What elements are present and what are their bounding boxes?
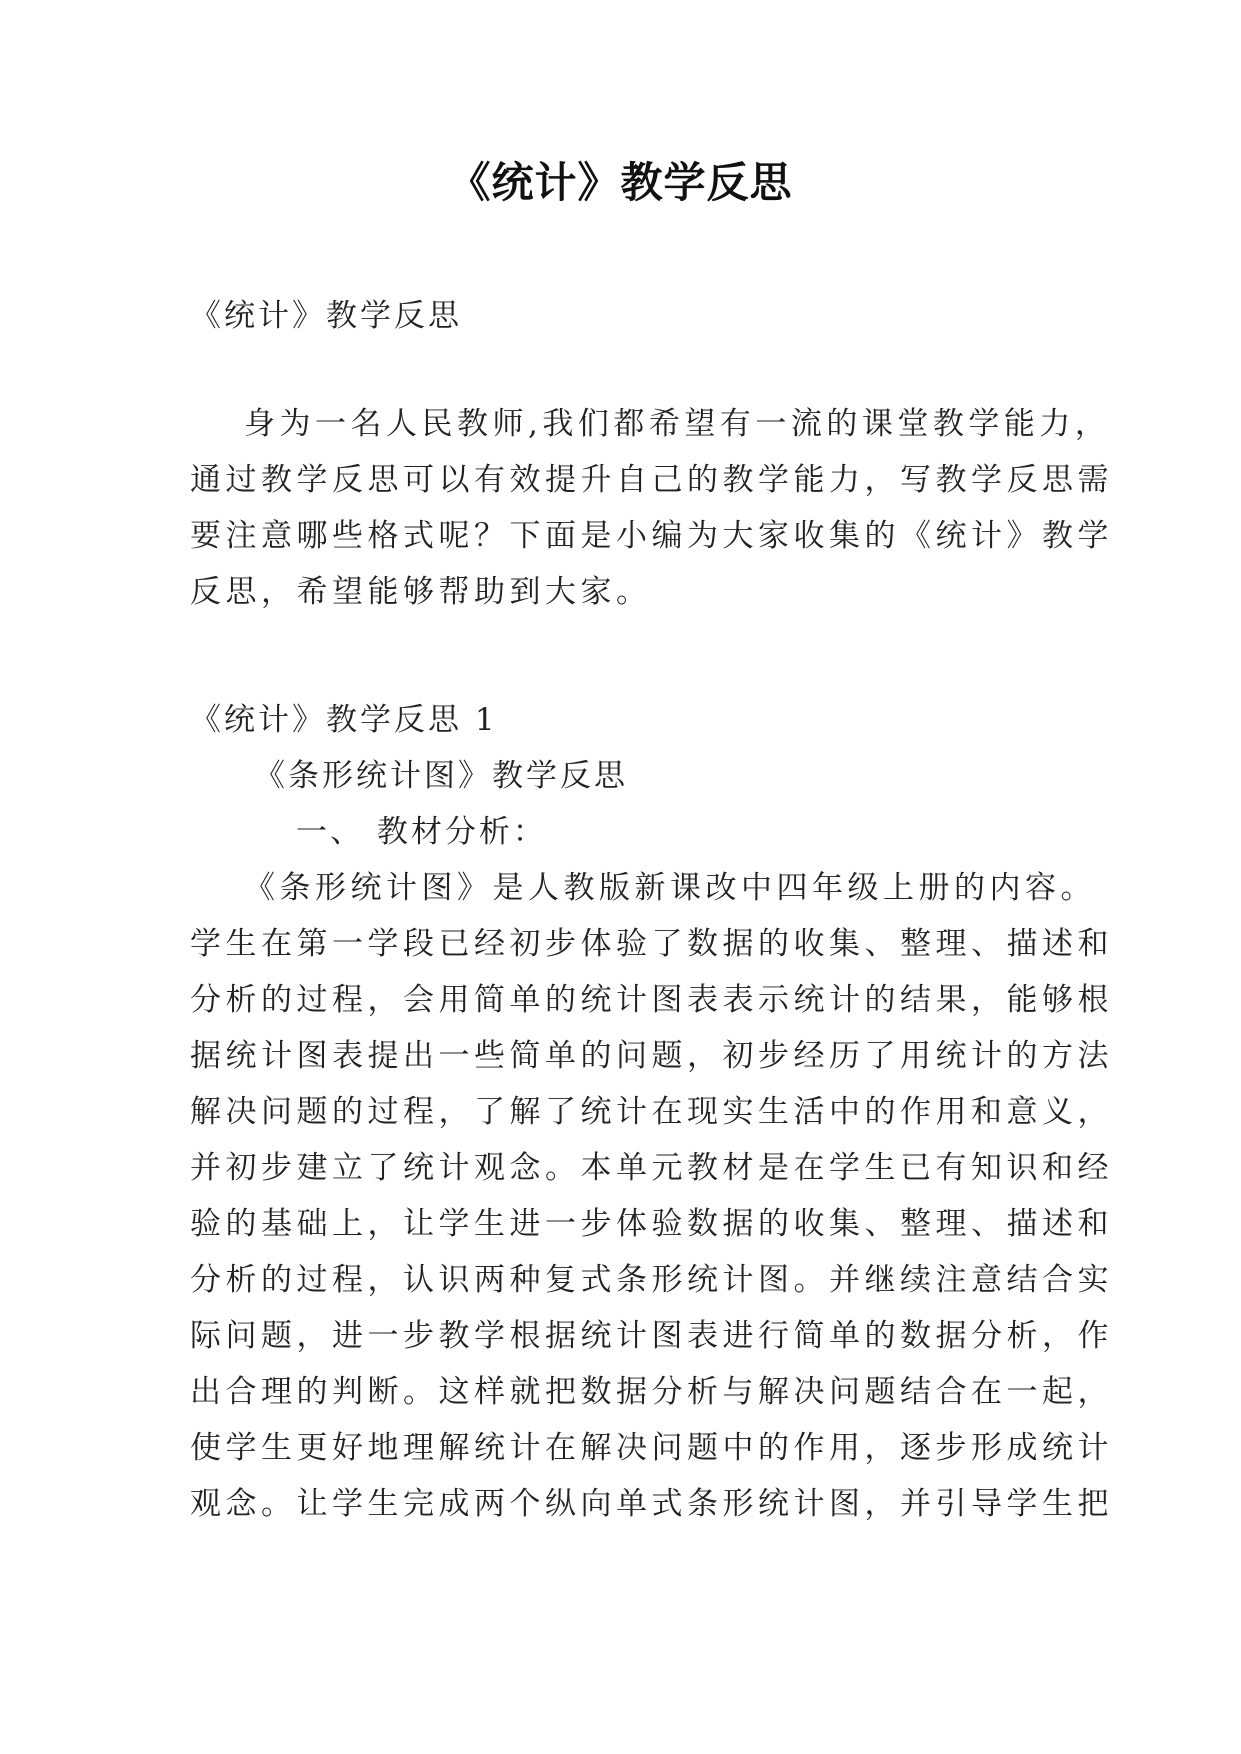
body-line: 解决问题的过程，了解了统计在现实生活中的作用和意义， [190, 1094, 1113, 1130]
body-line: 《条形统计图》是人教版新课改中四年级上册的内容。 [244, 870, 1096, 906]
document-subtitle: 《统计》教学反思 [190, 298, 462, 334]
intro-line: 要注意哪些格式呢？下面是小编为大家收集的《统计》教学 [190, 518, 1113, 554]
body-line: 据统计图表提出一些简单的问题，初步经历了用统计的方法 [190, 1038, 1113, 1074]
body-line: 际问题，进一步教学根据统计图表进行简单的数据分析，作 [190, 1318, 1113, 1354]
body-line: 使学生更好地理解统计在解决问题中的作用，逐步形成统计 [190, 1430, 1113, 1466]
intro-line: 反思，希望能够帮助到大家。 [190, 574, 652, 610]
body-line: 分析的过程，认识两种复式条形统计图。并继续注意结合实 [190, 1262, 1113, 1298]
body-line: 验的基础上，让学生进一步体验数据的收集、整理、描述和 [190, 1206, 1113, 1242]
intro-line: 通过教学反思可以有效提升自己的教学能力，写教学反思需 [190, 462, 1113, 498]
body-line: 并初步建立了统计观念。本单元教材是在学生已有知识和经 [190, 1150, 1113, 1186]
section-subheading: 《条形统计图》教学反思 [254, 758, 628, 794]
body-line: 出合理的判断。这样就把数据分析与解决问题结合在一起， [190, 1374, 1113, 1410]
body-line: 观念。让学生完成两个纵向单式条形统计图，并引导学生把 [190, 1486, 1113, 1522]
document-title: 《统计》教学反思 [448, 158, 793, 207]
section-point: 一、 教材分析： [296, 814, 547, 850]
body-line: 分析的过程，会用简单的统计图表表示统计的结果，能够根 [190, 982, 1113, 1018]
intro-line: 身为一名人民教师,我们都希望有一流的课堂教学能力， [244, 406, 1111, 442]
body-line: 学生在第一学段已经初步体验了数据的收集、整理、描述和 [190, 926, 1113, 962]
section-heading: 《统计》教学反思 1 [190, 702, 498, 738]
